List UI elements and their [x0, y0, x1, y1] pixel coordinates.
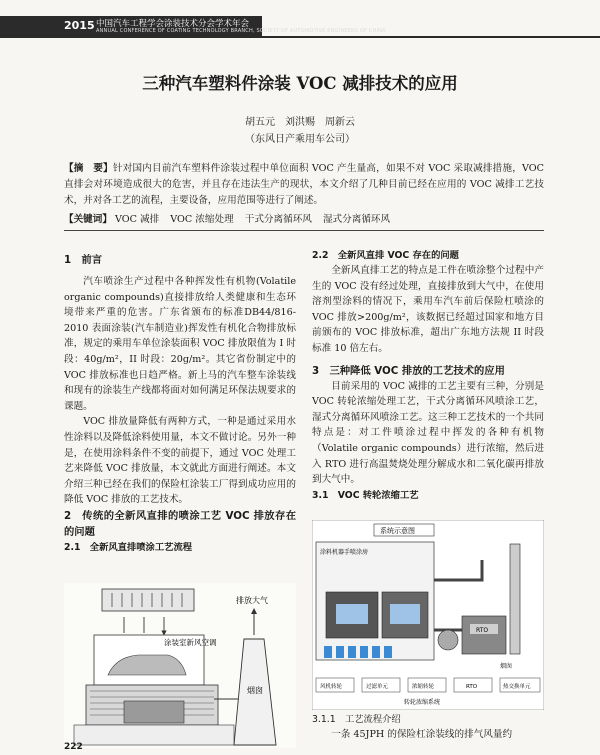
rto-label: RTO [476, 627, 489, 634]
abstract-label: 【摘 要】 [64, 163, 113, 174]
subsection-heading: 2.2 全新风直排 VOC 存在的问题 [312, 250, 459, 261]
header-year: 2015 [64, 19, 95, 32]
keyword: VOC 减排 [115, 214, 160, 225]
exhaust-label: 排放大气 [236, 596, 268, 605]
figure-caption: 转轮浓缩系统 [404, 699, 441, 706]
figure-title: 系统示意图 [380, 527, 415, 535]
section-heading: 1 前言 [64, 254, 103, 266]
schematic-box-label: 浓缩转轮 [412, 684, 435, 690]
schematic-box-label: 热交换单元 [503, 684, 531, 690]
schematic-box-label: 风机转轮 [320, 684, 343, 690]
abstract-text: 针对国内目前汽车塑料件涂装过程中单位面积 VOC 产生量高，如果不对 VOC 采取减排措施，VOC 直排会对环境造成很大的危害，并且存在违法生产的现状，本文介绍了几种目前已经在应用的 VOC 减排工艺技术，并对各工艺的流程，主要设备，应用范围等进行了阐述。 [64, 163, 545, 206]
right-column-tail [312, 712, 544, 743]
booth-label: 涂装室新风空调 [164, 638, 217, 647]
chimney-label: 烟囱 [247, 686, 263, 695]
keywords [64, 211, 544, 225]
paper-title: 三种汽车塑料件涂装 VOC 减排技术的应用 [142, 74, 458, 93]
keyword: VOC 浓缩处理 [170, 214, 234, 225]
schematic-box-label: RTO [466, 684, 478, 690]
keyword: 干式分离循环风 [244, 214, 312, 225]
subsubsection-heading: 3.1.1 工艺流程介绍 [312, 714, 401, 725]
paragraph: 目前采用的 VOC 减排的工艺主要有三种，分别是 VOC 转轮浓缩处理工艺，干式分离循环风喷涂工艺，湿式分离循环风喷涂工艺。这三种工艺技术的一个共同特点是：对工件喷涂过程中挥发的各种有机物（Volatile organic compounds）进行浓缩，然后进入 RTO 进行高温焚烧处理分解成水和二氧化碳再排放到大气中。 [312, 380, 544, 486]
schematic-box-label: 过滤单元 [366, 684, 389, 690]
paragraph: 一条 45JPH 的保险杠涂装线的排气风量约 [331, 729, 513, 740]
authors: 胡五元 刘洪赐 周新云 [245, 117, 355, 128]
affiliation: （东风日产乘用车公司） [245, 134, 355, 145]
journal-header [0, 10, 600, 40]
section-heading: 2 传统的全新风直排的喷涂工艺 VOC 排放存在的问题 [64, 509, 296, 538]
right-column [312, 248, 544, 503]
rotor-concentration-figure [312, 520, 544, 710]
abstract-rule [64, 230, 544, 231]
paragraph: VOC 排放量降低有两种方式，一种是通过采用水性涂料以及降低涂料使用量，本文不做讨论。另外一种是，在使用涂料条件不变的前提下，通过 VOC 处理工艺来降低 VOC 排放量，本文就此方面进行阐述。本文介绍三种已经在我们的保险杠涂装工厂得到成功应用的降低 VOC 排放的工艺技术。 [64, 416, 296, 506]
subsection-heading: 3.1 VOC 转轮浓缩工艺 [312, 489, 419, 501]
stack-label: 烟囱 [500, 663, 513, 670]
header-title-en: ANNUAL CONFERENCE OF COATING TECHNOLOGY BRANCH, SOCIETY OF AUTOMOTIVE ENGINEERS OF CHINA [96, 28, 386, 34]
paragraph: 全新风直排工艺的特点是工件在喷涂整个过程中产生的 VOC 没有经过处理，直接排放到大气中，在使用溶剂型涂料的情况下，乘用车汽车前后保险杠喷涂的 VOC 排放>200g/m²，该数据已经超过国家和地方目前颁布的 VOC 排放标准，超出广东地方法规 II 时段标准 10 倍左右。 [312, 265, 544, 354]
paragraph: 汽车喷涂生产过程中各种挥发性有机物(Volatile organic compounds)直接排放给人类健康和生态环境带来严重的危害。广东省颁布的标准DB44/816-2010 表面涂装(汽车制造业)挥发性有机化合物排放标准，规定的乘用车单位涂装面积 VOC 排放限值为 I 时段：40g/m²，II 时段：20g/m²。其它省份制定中的 VOC 排放标准也日趋严格。新上马的汽车整车涂装线和现有的涂装生产线都将面对如何满足环保法规要求的课题。 [64, 276, 296, 412]
subsection-heading: 2.1 全新风直排喷涂工艺流程 [64, 541, 193, 553]
keyword: 湿式分离循环风 [322, 214, 391, 225]
header-rule [262, 36, 600, 38]
booth-label: 涂料机器手喷涂房 [320, 549, 369, 556]
section-heading: 3 三种降低 VOC 排放的工艺技术的应用 [312, 364, 505, 377]
booth-exhaust-figure [64, 583, 296, 748]
left-column [64, 252, 296, 555]
header-title-cn: 中国汽车工程学会涂装技术分会学术年会 [96, 19, 250, 29]
keywords-label: 【关键词】 [64, 214, 112, 225]
abstract [64, 161, 544, 209]
page-number: 222 [64, 742, 83, 752]
